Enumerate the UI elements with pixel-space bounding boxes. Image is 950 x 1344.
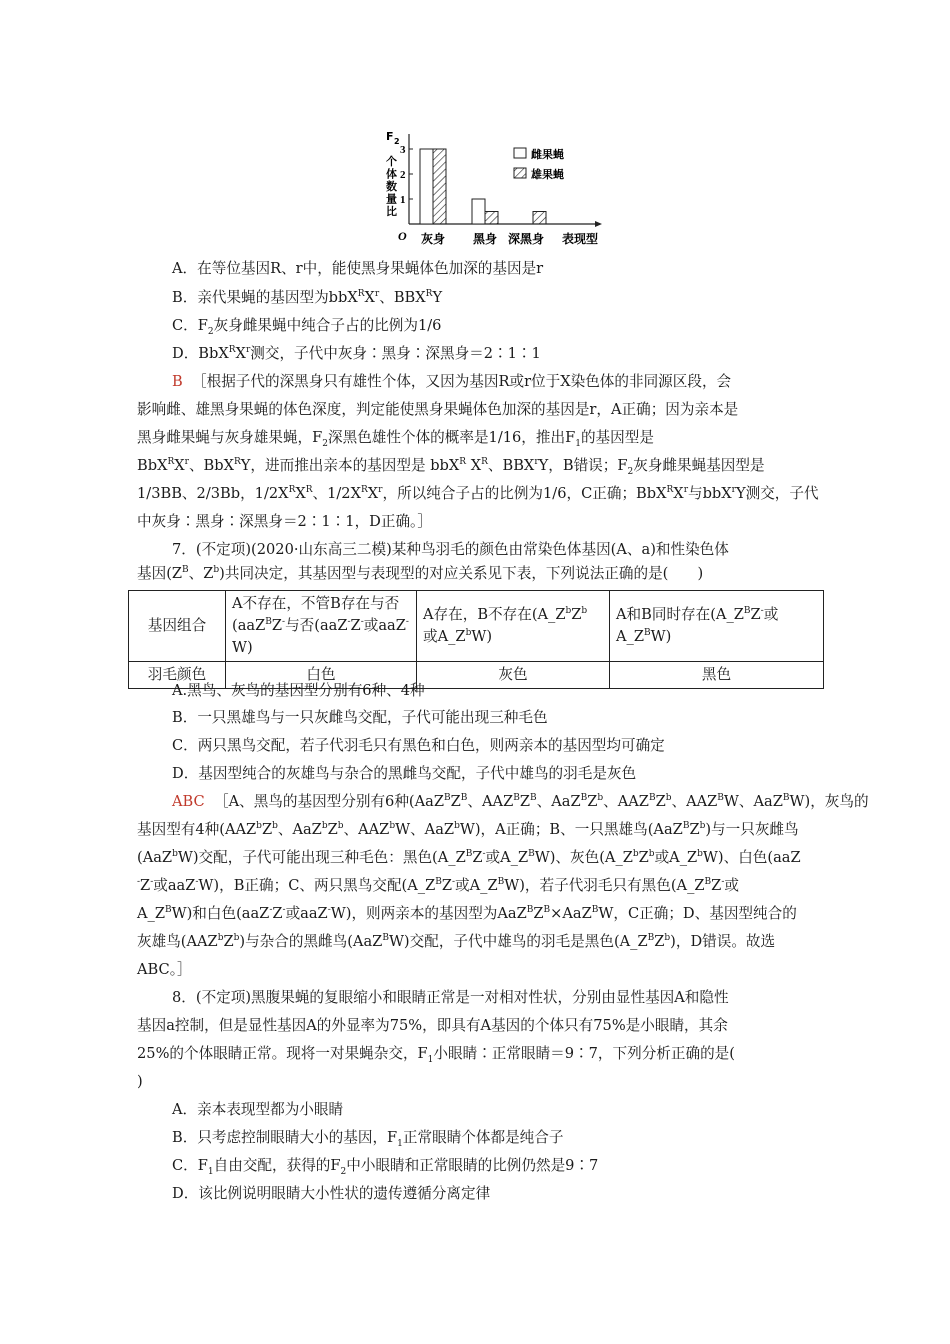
q7-explanation-line-7: ABC。］	[137, 961, 192, 978]
q8-stem-line-3: 25%的个体眼睛正常。现将一对果蝇杂交，$F_1$小眼睛∶正常眼睛＝9∶7，下列分析正确的是(	[137, 1045, 735, 1065]
genotype-table	[128, 590, 824, 689]
origin-label: O	[398, 229, 407, 243]
q6-explanation-line-5: 1/3BB、2/3Bb，$1/2X^RX^R$、$1/2X^RX^r$，所以纯合子占的比例为1/6，C正确；$BbX^RX^r$与bbX$^r$Y测交，子代	[137, 485, 819, 502]
legend-label-female: 雌果蝇	[531, 148, 564, 161]
y-axis-label-char: F	[386, 130, 394, 143]
table-cell: A不存在，不管B存在与否(aaZ$^B$Z-与否(aaZ-Z-或aaZ-W)	[226, 591, 417, 662]
q6-option-b: B．亲代果蝇的基因型为$bbX^RX^r$、$BBX^RY$	[172, 289, 443, 306]
q7-explanation-line-4: -Z-或aaZ-W)，B正确；C、两只黑鸟交配($A\_Z^BZ^-$或$A\_Z^BW$)，若子代羽毛只有黑色($A\_Z^BZ^-$或	[137, 877, 739, 894]
q7-option-c: C．两只黑鸟交配，若子代羽毛只有黑色和白色，则两亲本的基因型均可确定	[172, 737, 665, 754]
q8-option-a: A．亲本表现型都为小眼睛	[172, 1101, 344, 1118]
table-cell: 黑色	[610, 662, 824, 689]
q6-option-c: C．$F_2$灰身雌果蝇中纯合子占的比例为1/6	[172, 317, 442, 337]
x-tick-label: 深黑身	[508, 232, 545, 246]
q6-option-d: D．$BbX^RX^r$测交，子代中灰身∶黑身∶深黑身＝2∶1∶1	[172, 345, 541, 362]
x-axis-title: 表现型	[562, 232, 599, 246]
q7-option-d: D．基因型纯合的灰雄鸟与杂合的黑雌鸟交配，子代中雄鸟的羽毛是灰色	[172, 765, 637, 782]
bar-female	[472, 199, 485, 224]
q6-explanation-line-6: 中灰身∶黑身∶深黑身＝2∶1∶1，D正确。］	[137, 513, 432, 530]
y-axis-label-char: 个	[386, 155, 397, 168]
bar-male	[485, 212, 498, 225]
q8-option-d: D．该比例说明眼睛大小性状的遗传遵循分离定律	[172, 1185, 491, 1202]
q8-option-b: B．只考虑控制眼睛大小的基因，$F_1$正常眼睛个体都是纯合子	[172, 1129, 564, 1149]
q6-explanation-line-1: B ［根据子代的深黑身只有雄性个体，又因为基因R或r位于X染色体的非同源区段，会	[172, 373, 732, 390]
y-tick-label: 2	[400, 169, 406, 181]
q8-option-c: C．$F_1$自由交配，获得的$F_2$中小眼睛和正常眼睛的比例仍然是9∶7	[172, 1157, 599, 1177]
q7-explanation-line-5: $A\_Z^BW$)和白色(aaZ-Z-或aaZ-W)，则两亲本的基因型为$AaZ^BZ^B\times AaZ^BW$，C正确；D、基因型纯合的	[137, 905, 797, 922]
table-cell: 白色	[226, 662, 417, 689]
table-cell: A存在，B不存在($A\_Z^bZ^b$ 或$A\_Z^bW$)	[417, 591, 610, 662]
legend-label-male: 雄果蝇	[531, 168, 564, 181]
q8-stem-line-4: )	[137, 1073, 143, 1090]
q6-explanation-line-3: 黑身雌果蝇与灰身雄果蝇，$F_2$深黑色雄性个体的概率是1/16，推出$F_1$的基因型是	[137, 429, 654, 449]
q6-explanation-line-2: 影响雌、雄黑身果蝇的体色深度，判定能使黑身果蝇体色加深的基因是r，A正确；因为亲本是	[137, 401, 739, 418]
table-cell: 基因组合	[129, 591, 226, 662]
q7-answer: ABC	[172, 793, 205, 810]
table-cell: A和B同时存在($A\_Z^BZ^-$或 $A\_Z^BW$)	[610, 591, 824, 662]
bar-male	[533, 212, 546, 225]
legend-swatch-female	[514, 148, 526, 158]
bar-chart	[380, 128, 620, 250]
q7-option-b: B．一只黑雄鸟与一只灰雌鸟交配，子代可能出现三种毛色	[172, 709, 548, 726]
x-tick-label: 灰身	[421, 232, 446, 246]
y-axis-label-char: 数	[386, 180, 397, 193]
bar-male	[433, 149, 446, 224]
q7-explanation-line-3: (AaZ$^b$W)交配，子代可能出现三种毛色：黑色($A\_Z^BZ^-$或$A\_Z^BW$)、灰色($A\_Z^bZ^b$或$A\_Z^bW$)、白色(aaZ	[137, 849, 801, 866]
y-axis-label	[386, 130, 400, 218]
q8-stem-line-2: 基因a控制，但是显性基因A的外显率为75%，即具有A基因的个体只有75%是小眼睛，其余	[137, 1017, 728, 1034]
q6-answer: B	[172, 373, 183, 390]
q6-explanation-line-4: $BbX^RX^r$、BbX$^R$Y，进而推出亲本的基因型是 bbX$^R$ $X^R$、BBX$^r$Y，B错误；$F_2$灰身雌果蝇基因型是	[137, 457, 765, 477]
legend	[514, 147, 564, 181]
bar-female	[420, 149, 433, 224]
table-cell: 灰色	[417, 662, 610, 689]
y-axis-label-char: 量	[386, 192, 397, 206]
q8-stem-line-1: 8．(不定项)黑腹果蝇的复眼缩小和眼睛正常是一对相对性状，分别由显性基因A和隐性	[172, 989, 729, 1006]
legend-swatch-male	[514, 168, 526, 178]
q7-explanation-line-1: ABC ［A、黑鸟的基因型分别有6种($AaZ^BZ^B$、$AAZ^BZ^B$、$AaZ^BZ^b$、$AAZ^BZ^b$、$AAZ^BW$、AaZ$^B$W)，灰鸟的	[172, 793, 869, 810]
table-cell: 羽毛颜色	[129, 662, 226, 689]
x-axis-arrow	[595, 221, 602, 227]
table-row	[129, 591, 824, 662]
q7-stem-line-2: 基因($Z^B$、$Z^b$)共同决定，其基因型与表现型的对应关系见下表，下列说法正确的是( )	[137, 565, 704, 582]
y-tick-label: 1	[400, 194, 406, 206]
q7-explanation-line-2: 基因型有4种($AAZ^bZ^b$、$AaZ^bZ^b$、AAZ$^b$W、AaZ$^b$W)，A正确；B、一只黑雄鸟$(AaZ^BZ^b)$与一只灰雌鸟	[137, 821, 799, 838]
q7-option-a: A.黑鸟、灰鸟的基因型分别有6种、4种	[172, 682, 425, 699]
x-tick-label: 黑身	[473, 232, 498, 246]
q7-stem-line-1: 7．(不定项)(2020·山东高三二模)某种鸟羽毛的颜色由常染色体基因(A、a)和性染色体	[172, 541, 729, 558]
q6-option-a: A．在等位基因R、r中，能使黑身果蝇体色加深的基因是r	[172, 260, 544, 277]
y-axis-label-char: 2	[394, 137, 400, 146]
q7-explanation-line-6: 灰雄鸟$(AAZ^bZ^b)$与杂合的黑雌鸟(AaZ$^B$W)交配，子代中雄鸟的羽毛是黑色$(A\_Z^BZ^b)$，D错误。故选	[137, 933, 776, 950]
y-axis-label-char: 体	[386, 167, 397, 181]
y-tick-label: 3	[400, 144, 406, 156]
y-axis-label-char: 比	[386, 205, 397, 218]
